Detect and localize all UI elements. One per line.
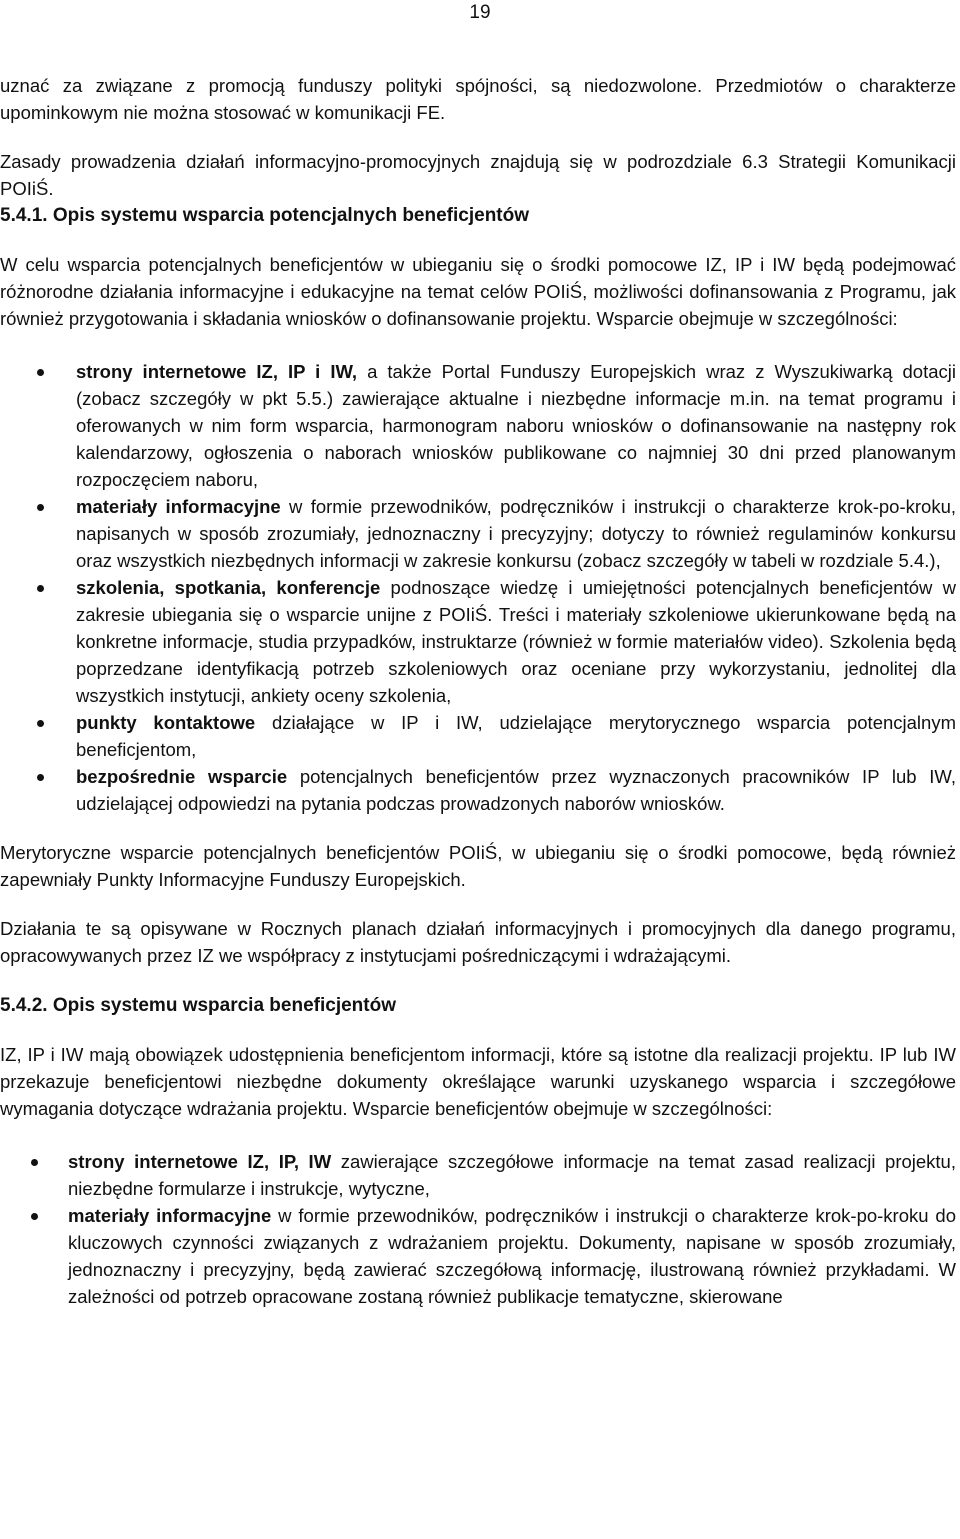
page-number: 19 xyxy=(469,2,491,23)
bullet-icon xyxy=(37,504,44,511)
list-item: strony internetowe IZ, IP, IW zawierające szczegółowe informacje na temat zasad realizacji projektu, niezbędne formularze i instrukcje, wytyczne, xyxy=(0,1148,956,1202)
bullet-icon xyxy=(31,1159,38,1166)
bullet-icon xyxy=(37,369,44,376)
document-body xyxy=(0,72,956,1310)
bullet-icon xyxy=(37,720,44,727)
list-item: bezpośrednie wsparcie potencjalnych beneficjentów przez wyznaczonych pracowników IP lub IW, udzielającej odpowiedzi na pytania podczas prowadzonych naborów wniosków. xyxy=(0,763,956,817)
bullet-icon xyxy=(31,1213,38,1220)
section2-list xyxy=(0,1148,956,1310)
bullet-icon xyxy=(37,774,44,781)
bullet-icon xyxy=(37,585,44,592)
section-heading-5-4-1: 5.4.1. Opis systemu wsparcia potencjalnych beneficjentów xyxy=(0,205,530,226)
list-item: materiały informacyjne w formie przewodników, podręczników i instrukcji o charakterze krok-po-kroku do kluczowych czynności związanych z wdrażaniem projektu. Dokumenty, napisane w sposób zrozumiały, jednoznaczny i precyzyjny, będą zawierać szczegółową informację, ilustrowaną również przykładami. W zależności od potrzeb opracowane zostaną również publikacje tematyczne, skierowane xyxy=(0,1202,956,1310)
intro-paragraph-2: Zasady prowadzenia działań informacyjno-promocyjnych znajdują się w podrozdziale 6.3 Strategii Komunikacji POIiŚ. xyxy=(0,151,956,199)
section1-list xyxy=(0,358,956,817)
list-item: szkolenia, spotkania, konferencje podnoszące wiedzę i umiejętności potencjalnych beneficjentów w zakresie ubiegania się o wsparcie unijne z POIiŚ. Treści i materiały szkoleniowe ukierunkowane będą na konkretne informacje, studia przypadków, instruktarze (również w formie materiałów video). Szkolenia będą poprzedzane identyfikacją potrzeb szkoleniowych oraz oceniane przy wykorzystaniu, jednolitej dla wszystkich instytucji, ankiety oceny szkolenia, xyxy=(0,574,956,709)
list-item: punkty kontaktowe działające w IP i IW, udzielające merytorycznego wsparcia potencjalnym beneficjentom, xyxy=(0,709,956,763)
list-item: strony internetowe IZ, IP i IW, a także Portal Funduszy Europejskich wraz z Wyszukiwarką dotacji (zobacz szczegóły w pkt 5.5.) zawierające aktualne i niezbędne informacje m.in. na temat programu i oferowanych w nim form wsparcia, harmonogram naboru wniosków o dofinansowanie na następny rok kalendarzowy, ogłoszenia o naborach wniosków publikowane co najmniej 30 dni przed planowanym rozpoczęciem naboru, xyxy=(0,358,956,493)
section-heading-5-4-2: 5.4.2. Opis systemu wsparcia beneficjentów xyxy=(0,995,396,1016)
section1-paragraph: W celu wsparcia potencjalnych beneficjentów w ubieganiu się o środki pomocowe IZ, IP i IW będą podejmować różnorodne działania informacyjne i edukacyjne na temat celów POIiŚ, możliwości dofinansowania z Programu, jak również przygotowania i składania wniosków o dofinansowanie projektu. Wsparcie obejmuje w szczególności: xyxy=(0,254,956,329)
list-item: materiały informacyjne w formie przewodników, podręczników i instrukcji o charakterze krok-po-kroku, napisanych w sposób zrozumiały, jednoznaczny i precyzyjny; dotyczy to również regulaminów konkursu oraz wszystkich niezbędnych informacji w zakresie konkursu (zobacz szczegóły w tabeli w rozdziale 5.4.), xyxy=(0,493,956,574)
section1-after-paragraph-1: Merytoryczne wsparcie potencjalnych beneficjentów POIiŚ, w ubieganiu się o środki pomocowe, będą również zapewniały Punkty Informacyjne Funduszy Europejskich. xyxy=(0,842,956,890)
section2-paragraph: IZ, IP i IW mają obowiązek udostępnienia beneficjentom informacji, które są istotne dla realizacji projektu. IP lub IW przekazuje beneficjentowi niezbędne dokumenty określające warunki uzyskanego wsparcia i szczegółowe wymagania dotyczące wdrażania projektu. Wsparcie beneficjentów obejmuje w szczególności: xyxy=(0,1044,956,1119)
section1-after-paragraph-2: Działania te są opisywane w Rocznych planach działań informacyjnych i promocyjnych dla danego programu, opracowywanych przez IZ we współpracy z instytucjami pośredniczącymi i wdrażającymi. xyxy=(0,918,956,966)
intro-paragraph-1: uznać za związane z promocją funduszy polityki spójności, są niedozwolone. Przedmiotów o charakterze upominkowym nie można stosować w komunikacji FE. xyxy=(0,75,956,123)
